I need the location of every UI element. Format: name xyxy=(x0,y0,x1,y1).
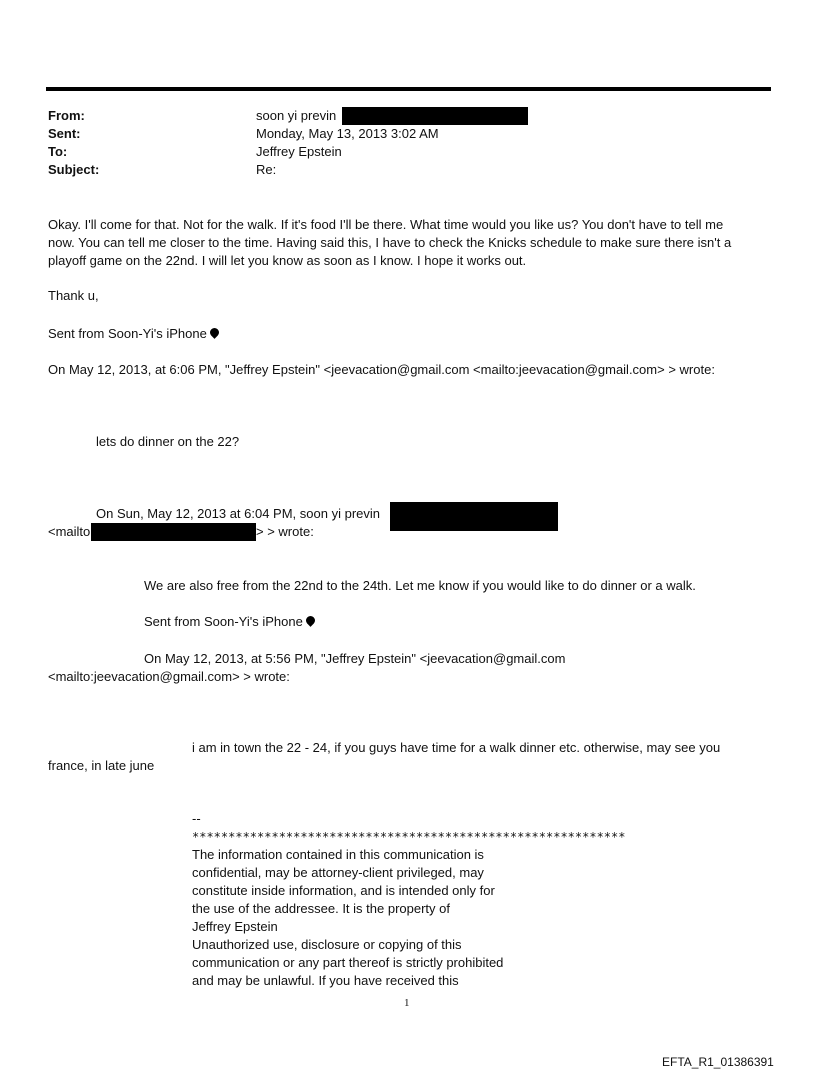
disclaimer-line: confidential, may be attorney-client privileged, may xyxy=(192,865,484,880)
redaction-box xyxy=(390,502,558,531)
disclaimer-line: The information contained in this communication is xyxy=(192,847,484,862)
sent-label: Sent: xyxy=(48,126,81,141)
quote3-text-line1: i am in town the 22 - 24, if you guys have time for a walk dinner etc. otherwise, may see you xyxy=(192,740,721,755)
disclaimer-line: Unauthorized use, disclosure or copying of this xyxy=(192,937,462,952)
sent-from-line xyxy=(48,325,219,343)
pin-icon xyxy=(304,614,317,627)
quote2-header-line1: On Sun, May 12, 2013 at 6:04 PM, soon yi previn xyxy=(96,506,380,521)
pin-icon xyxy=(208,326,221,339)
sent-from-text: Sent from Soon-Yi's iPhone xyxy=(48,326,207,341)
body-line: now. You can tell me closer to the time. Having said this, I have to check the Knicks schedule to make sure there isn't a xyxy=(48,235,732,250)
quote2-header-line2-end: > > wrote: xyxy=(256,524,314,539)
quote1-header: On May 12, 2013, at 6:06 PM, "Jeffrey Epstein" <jeevacation@gmail.com <mailto:jeevacation@gmail.com> > wrote: xyxy=(48,362,715,377)
to-label: To: xyxy=(48,144,68,159)
redaction-box xyxy=(342,107,528,125)
subject-value: Re: xyxy=(256,162,277,177)
disclaimer-line: Jeffrey Epstein xyxy=(192,919,278,934)
redaction-box xyxy=(91,523,256,541)
quote3-header-line2: <mailto:jeevacation@gmail.com> > wrote: xyxy=(48,669,290,684)
quote1-text: lets do dinner on the 22? xyxy=(96,434,240,449)
quote3-text-line2: france, in late june xyxy=(48,758,155,773)
disclaimer-line: the use of the addressee. It is the property of xyxy=(192,901,450,916)
signature-dash: -- xyxy=(192,811,201,826)
header-rule xyxy=(46,87,771,91)
from-value: soon yi previn xyxy=(256,108,337,123)
from-label: From: xyxy=(48,108,85,123)
quote2-header-line2-start: <mailto xyxy=(48,524,91,539)
subject-label: Subject: xyxy=(48,162,100,177)
disclaimer-line: communication or any part thereof is strictly prohibited xyxy=(192,955,504,970)
quote2-text: We are also free from the 22nd to the 24th. Let me know if you would like to do dinner or a walk. xyxy=(144,578,696,593)
page-number: 1 xyxy=(404,997,410,1009)
quote2-sent-from-line xyxy=(144,613,315,631)
disclaimer-line: constitute inside information, and is intended only for xyxy=(192,883,495,898)
thanks-line: Thank u, xyxy=(48,288,99,303)
sent-value: Monday, May 13, 2013 3:02 AM xyxy=(256,126,439,141)
body-line: Okay. I'll come for that. Not for the walk. If it's food I'll be there. What time would you like us? You don't have to tell me xyxy=(48,217,724,232)
quote3-header-line1: On May 12, 2013, at 5:56 PM, "Jeffrey Epstein" <jeevacation@gmail.com xyxy=(144,651,566,666)
signature-stars: ************************************************************ xyxy=(192,830,626,844)
body-line: playoff game on the 22nd. I will let you know as soon as I know. I hope it works out. xyxy=(48,253,527,268)
quote2-sent-from-text: Sent from Soon-Yi's iPhone xyxy=(144,614,303,629)
disclaimer-line: and may be unlawful. If you have received this xyxy=(192,973,459,988)
to-value: Jeffrey Epstein xyxy=(256,144,342,159)
document-id: EFTA_R1_01386391 xyxy=(662,1055,774,1069)
